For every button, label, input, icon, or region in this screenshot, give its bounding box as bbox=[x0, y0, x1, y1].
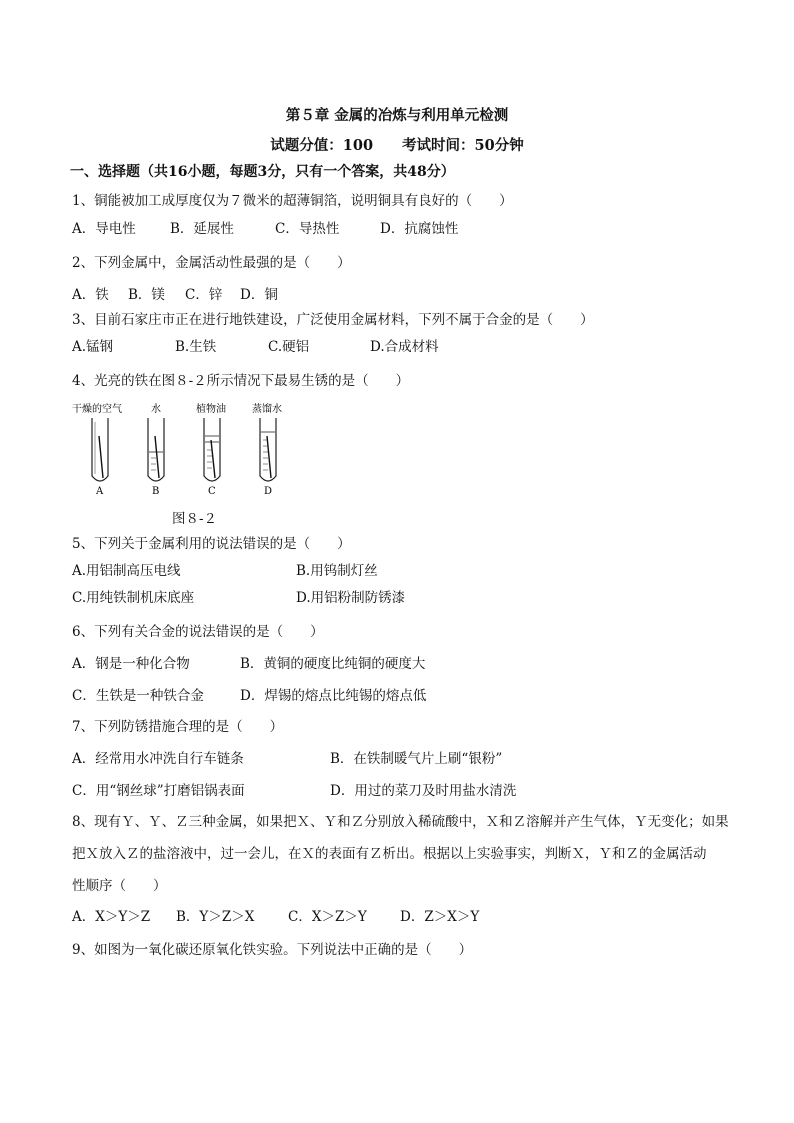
question-8-stem-line-1: 8、现有Ｙ、Ｙ、Ｚ三种金属，如果把Ｘ、Ｙ和Ｚ分别放入稀硫酸中，Ｘ和Ｚ溶解并产生气体，Ｙ无变化；如果 bbox=[72, 814, 729, 830]
figure-caption: 图８-２ bbox=[172, 511, 218, 527]
q8-option-d: D．Z＞X＞Y bbox=[400, 909, 480, 925]
q7-option-c: C．用“钢丝球”打磨铝锅表面 bbox=[72, 783, 245, 799]
q7-option-d: D．用过的菜刀及时用盐水清洗 bbox=[330, 783, 517, 799]
question-8-stem-line-3: 性顺序（ ） bbox=[72, 878, 167, 894]
q8-option-c: C．X＞Z＞Y bbox=[288, 909, 367, 925]
question-6-stem: 6、下列有关合金的说法错误的是（ ） bbox=[72, 624, 324, 640]
question-8-stem-line-2: 把Ｘ放入Ｚ的盐溶液中，过一会儿，在Ｘ的表面有Ｚ析出。根据以上实验事实，判断Ｘ，Ｙ和Ｚ的金属活动 bbox=[72, 846, 707, 862]
tube-a-label: 干燥的空气 bbox=[72, 404, 122, 415]
tube-c-label: 植物油 bbox=[196, 404, 226, 415]
q6-option-a: A．钢是一种化合物 bbox=[72, 656, 190, 672]
tube-c-letter: C bbox=[208, 486, 216, 497]
question-3-stem: 3、目前石家庄市正在进行地铁建设，广泛使用金属材料，下列不属于合金的是（ ） bbox=[72, 312, 594, 328]
page-title: 第５章 金属的冶炼与利用单元检测 bbox=[285, 107, 509, 124]
q1-option-d: D．抗腐蚀性 bbox=[380, 221, 459, 237]
exam-info: 试题分值：100 考试时间：50分钟 bbox=[270, 137, 524, 154]
tube-b-letter: B bbox=[152, 486, 160, 497]
tube-a-letter: A bbox=[96, 486, 104, 497]
section-heading: 一、选择题（共16小题，每题3分，只有一个答案，共48分） bbox=[70, 164, 455, 180]
q3-option-b: B.生铁 bbox=[175, 339, 217, 355]
q1-option-b: B．延展性 bbox=[170, 221, 234, 237]
question-2-stem: 2、下列金属中，金属活动性最强的是（ ） bbox=[72, 255, 351, 271]
tube-a bbox=[92, 418, 108, 481]
tube-d-letter: D bbox=[264, 486, 273, 497]
question-7-stem: 7、下列防锈措施合理的是（ ） bbox=[72, 719, 284, 735]
q3-option-c: C.硬铝 bbox=[268, 339, 310, 355]
tube-c bbox=[204, 418, 220, 481]
q7-option-b: B．在铁制暖气片上刷“银粉” bbox=[330, 751, 503, 767]
q6-option-d: D．焊锡的熔点比纯锡的熔点低 bbox=[240, 688, 427, 704]
q5-option-b: B.用钨制灯丝 bbox=[296, 563, 378, 579]
q2-option-d: D．铜 bbox=[240, 287, 278, 303]
q3-option-d: D.合成材料 bbox=[370, 339, 439, 355]
q8-option-b: B．Y＞Z＞X bbox=[176, 909, 255, 925]
test-tube-figure bbox=[72, 396, 312, 500]
q6-option-c: C．生铁是一种铁合金 bbox=[72, 688, 204, 704]
tube-d bbox=[260, 418, 276, 481]
q6-option-b: B．黄铜的硬度比纯铜的硬度大 bbox=[240, 656, 426, 672]
q2-option-a: A．铁 bbox=[72, 287, 109, 303]
q5-option-d: D.用铝粉制防锈漆 bbox=[296, 590, 406, 606]
question-9-stem: 9、如图为一氧化碳还原氧化铁实验。下列说法中正确的是（ ） bbox=[72, 942, 473, 958]
tube-d-label: 蒸馏水 bbox=[252, 404, 282, 415]
question-1-stem: 1、铜能被加工成厚度仅为７微米的超薄铜箔，说明铜具有良好的（ ） bbox=[72, 193, 513, 209]
question-5-stem: 5、下列关于金属利用的说法错误的是（ ） bbox=[72, 536, 351, 552]
q5-option-a: A.用铝制高压电线 bbox=[72, 563, 181, 579]
q5-option-c: C.用纯铁制机床底座 bbox=[72, 590, 195, 606]
tube-b bbox=[148, 418, 164, 481]
question-4-stem: 4、光亮的铁在图８-２所示情况下最易生锈的是（ ） bbox=[72, 373, 410, 389]
q2-option-b: B．镁 bbox=[128, 287, 165, 303]
q1-option-c: C．导热性 bbox=[275, 221, 340, 237]
q1-option-a: A．导电性 bbox=[72, 221, 136, 237]
q8-option-a: A．X＞Y＞Z bbox=[72, 909, 151, 925]
q7-option-a: A．经常用水冲洗自行车链条 bbox=[72, 751, 244, 767]
q2-option-c: C．锌 bbox=[185, 287, 223, 303]
q3-option-a: A.锰钢 bbox=[72, 339, 114, 355]
tube-b-label: 水 bbox=[151, 404, 161, 415]
